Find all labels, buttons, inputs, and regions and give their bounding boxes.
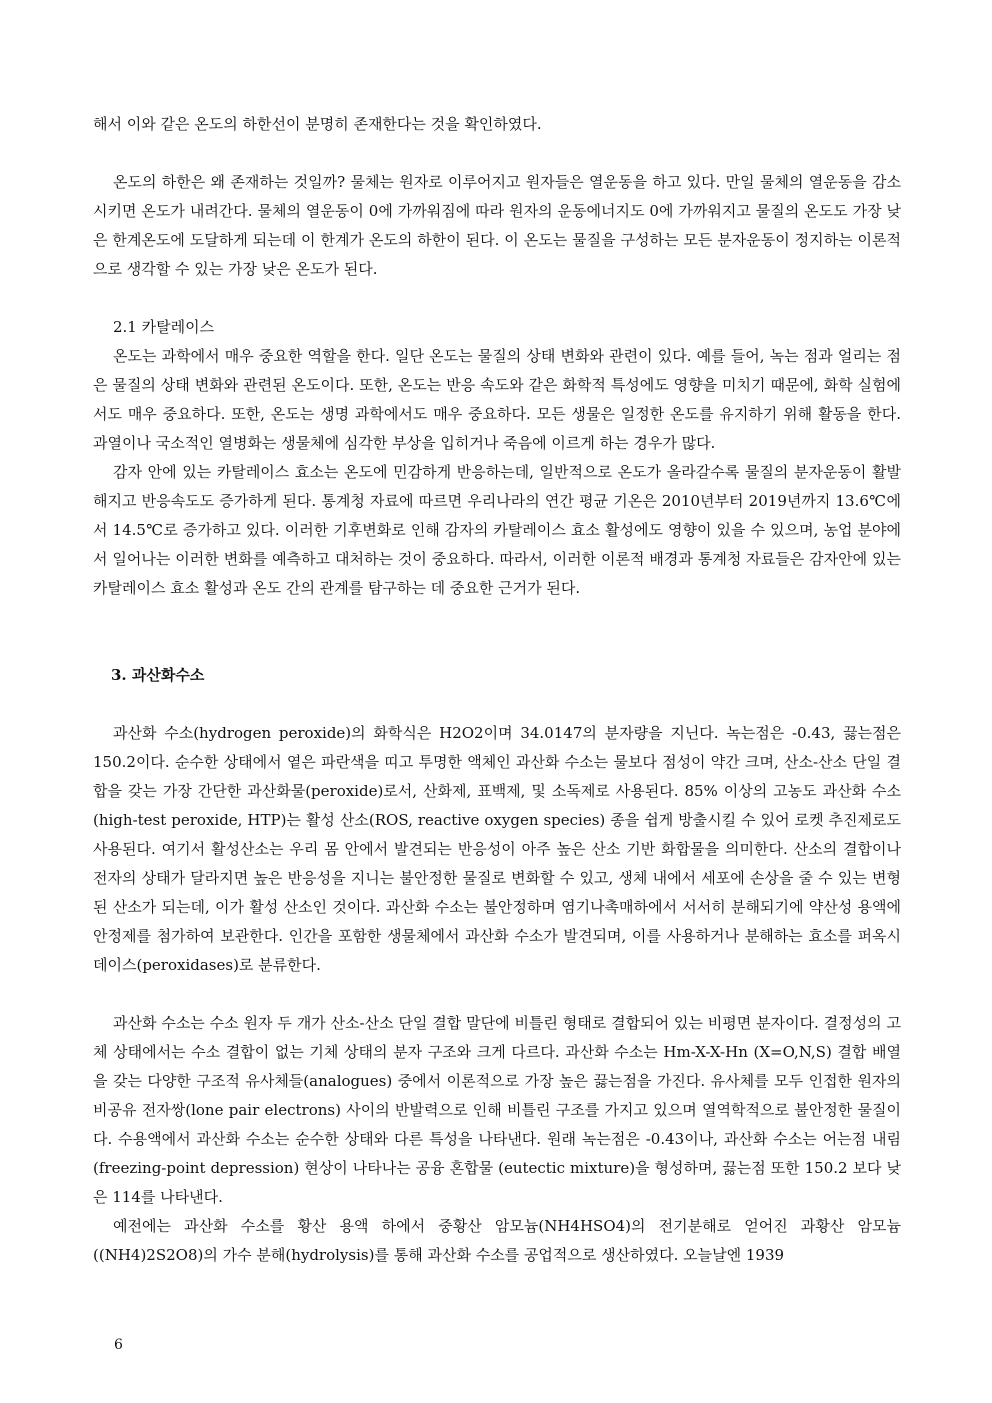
paragraph-hydrogen-peroxide-structure: 과산화 수소는 수소 원자 두 개가 산소-산소 단일 결합 말단에 비틀린 형태로 결합되어 있는 비평면 분자이다. 결정성의 고체 상태에서는 수소 결합이 없는 기체 상태의 분자 구조와 크게 다르다. 과산화 수소는 Hm-X-X-Hn (X=O,N,S) 결합 배열을 갖는 다양한 구조적 유사체들(analogues) 중에서 이론적으로 가장 높은 끓는점을 가진다. 유사체를 모두 인접한 원자의 비공유 전자쌍(lone pair electrons) 사이의 반발력으로 인해 비틀린 구조를 가지고 있으며 열역학적으로 불안정한 물질이다. 수용액에서 과산화 수소는 순수한 상태와 다른 특성을 나타낸다. 원래 녹는점은 -0.43이나, 과산화 수소는 어는점 내림(freezing-point depression) 현상이 나타나는 공융 혼합물 (eutectic mixture)을 형성하며, 끓는점 또한 150.2 보다 낮은 114를 나타낸다. (93, 1014, 901, 1206)
paragraph-temperature-role: 온도는 과학에서 매우 중요한 역할을 한다. 일단 온도는 물질의 상태 변화와 관련이 있다. 예를 들어, 녹는 점과 얼리는 점은 물질의 상태 변화와 관련된 온도이다. 또한, 온도는 반응 속도와 같은 화학적 특성에도 영향을 미치기 때문에, 화학 실험에서도 매우 중요하다. 또한, 온도는 생명 과학에서도 매우 중요하다. 모든 생물은 일정한 온도를 유지하기 위해 활동을 한다. 과열이나 국소적인 열병화는 생물체에 심각한 부상을 입히거나 죽음에 이르게 하는 경우가 많다. (93, 347, 901, 452)
paragraph-continuation: 해서 이와 같은 온도의 하한선이 분명히 존재한다는 것을 확인하였다. (93, 115, 542, 133)
body-text (93, 110, 901, 1270)
section-heading-3: 3. 과산화수소 (111, 666, 205, 684)
page-number: 6 (114, 1337, 123, 1353)
paragraph-hydrogen-peroxide-properties: 과산화 수소(hydrogen peroxide)의 화학식은 H2O2이며 34.0147의 분자량을 지닌다. 녹는점은 -0.43, 끓는점은 150.2이다. 순수한 상태에서 옅은 파란색을 띠고 투명한 액체인 과산화 수소는 물보다 점성이 약간 크며, 산소-산소 단일 결합을 갖는 가장 간단한 과산화물(peroxide)로서, 산화제, 표백제, 및 소독제로 사용된다. 85% 이상의 고농도 과산화 수소(high-test peroxide, HTP)는 활성 산소(ROS, reactive oxygen species) 종을 쉽게 방출시킬 수 있어 로켓 추진제로도 사용된다. 여기서 활성산소는 우리 몸 안에서 발견되는 반응성이 아주 높은 산소 기반 화합물을 의미한다. 산소의 결합이나 전자의 상태가 달라지면 높은 반응성을 지니는 불안정한 물질로 변화할 수 있고, 생체 내에서 세포에 손상을 줄 수 있는 변형된 산소가 되는데, 이가 활성 산소인 것이다. 과산화 수소는 불안정하며 염기나촉매하에서 서서히 분해되기에 약산성 용액에 안정제를 첨가하여 보관한다. 인간을 포함한 생물체에서 과산화 수소가 발견되며, 이를 사용하거나 분해하는 효소를 퍼옥시데이스(peroxidases)로 분류한다. (93, 724, 901, 974)
paragraph-catalase-potato: 감자 안에 있는 카탈레이스 효소는 온도에 민감하게 반응하는데, 일반적으로 온도가 올라갈수록 물질의 분자운동이 활발해지고 반응속도도 증가하게 된다. 통계청 자료에 따르면 우리나라의 연간 평균 기온은 2010년부터 2019년까지 13.6℃에서 14.5℃로 증가하고 있다. 이러한 기후변화로 인해 감자의 카탈레이스 효소 활성에도 영향이 있을 수 있으며, 농업 분야에서 일어나는 이러한 변화를 예측하고 대처하는 것이 중요하다. 따라서, 이러한 이론적 배경과 통계청 자료들은 감자안에 있는 카탈레이스 효소 활성과 온도 간의 관계를 탐구하는 데 중요한 근거가 된다. (93, 463, 901, 597)
paragraph-hydrogen-peroxide-production: 예전에는 과산화 수소를 황산 용액 하에서 중황산 암모늄(NH4HSO4)의 전기분해로 얻어진 과황산 암모늄((NH4)2S2O8)의 가수 분해(hydrolysis)를 통해 과산화 수소를 공업적으로 생산하였다. 오늘날엔 1939 (93, 1217, 901, 1264)
section-heading-2-1: 2.1 카탈레이스 (113, 318, 215, 336)
paragraph-temperature-lower-limit: 온도의 하한은 왜 존재하는 것일까? 물체는 원자로 이루어지고 원자들은 열운동을 하고 있다. 만일 물체의 열운동을 감소시키면 온도가 내려간다. 물체의 열운동이 0에 가까워짐에 따라 원자의 운동에너지도 0에 가까워지고 물질의 온도도 가장 낮은 한계온도에 도달하게 되는데 이 한계가 온도의 하한이 된다. 이 온도는 물질을 구성하는 모든 분자운동이 정지하는 이론적으로 생각할 수 있는 가장 낮은 온도가 된다. (93, 173, 901, 278)
